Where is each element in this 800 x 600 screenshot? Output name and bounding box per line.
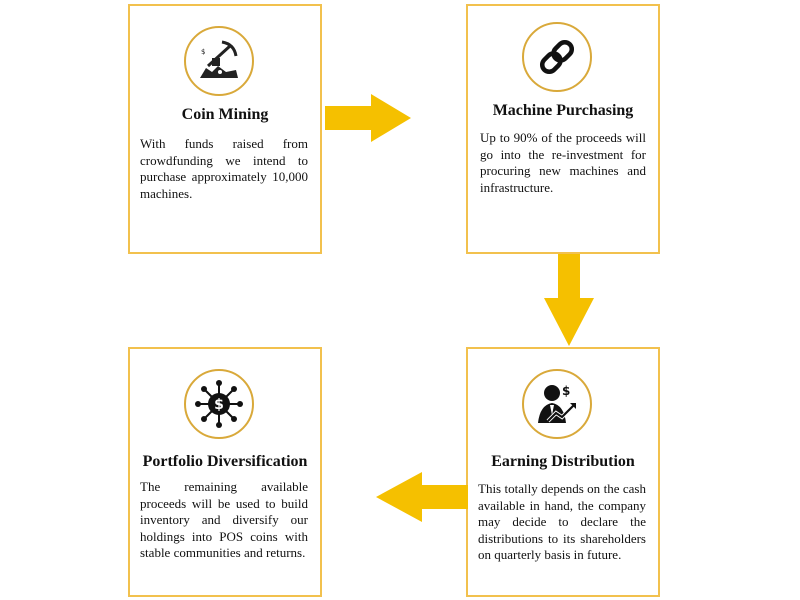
step-title: Machine Purchasing xyxy=(492,102,634,119)
icon-ring xyxy=(184,26,254,96)
step-title: Portfolio Diversification xyxy=(142,453,308,470)
svg-text:$: $ xyxy=(201,48,206,56)
step-card-portfolio-diversification xyxy=(128,347,322,597)
step-description: This totally depends on the cash available in hand, the company may decide to declare the distributions to its shareholders on quarterly basis in future. xyxy=(478,481,646,562)
arrow-right xyxy=(325,94,411,142)
step-description: With funds raised from crowdfunding we intend to purchase approximately 10,000 machines. xyxy=(140,136,308,201)
step-title: Coin Mining xyxy=(181,106,269,123)
arrow-down xyxy=(544,254,594,346)
mining-pickaxe-icon xyxy=(196,38,242,84)
icon-ring xyxy=(522,22,592,92)
step-title: Earning Distribution xyxy=(491,453,635,470)
businessman-dollar-icon xyxy=(534,381,580,427)
step-description: The remaining available proceeds will be used to build inventory and diversify our holdings into POS coins with stable communities and returns. xyxy=(140,479,308,560)
step-description: Up to 90% of the proceeds will go into the re-investment for procuring new machines and infrastructure. xyxy=(480,130,646,195)
step-card-coin-mining xyxy=(128,4,322,254)
svg-text:$: $ xyxy=(214,397,224,413)
step-card-machine-purchasing xyxy=(466,4,660,254)
chain-link-icon xyxy=(537,37,577,77)
arrow-left xyxy=(376,472,468,522)
dollar-network-icon xyxy=(194,379,244,429)
icon-ring xyxy=(184,369,254,439)
step-card-earning-distribution xyxy=(466,347,660,597)
icon-ring xyxy=(522,369,592,439)
svg-text:$: $ xyxy=(562,384,571,398)
